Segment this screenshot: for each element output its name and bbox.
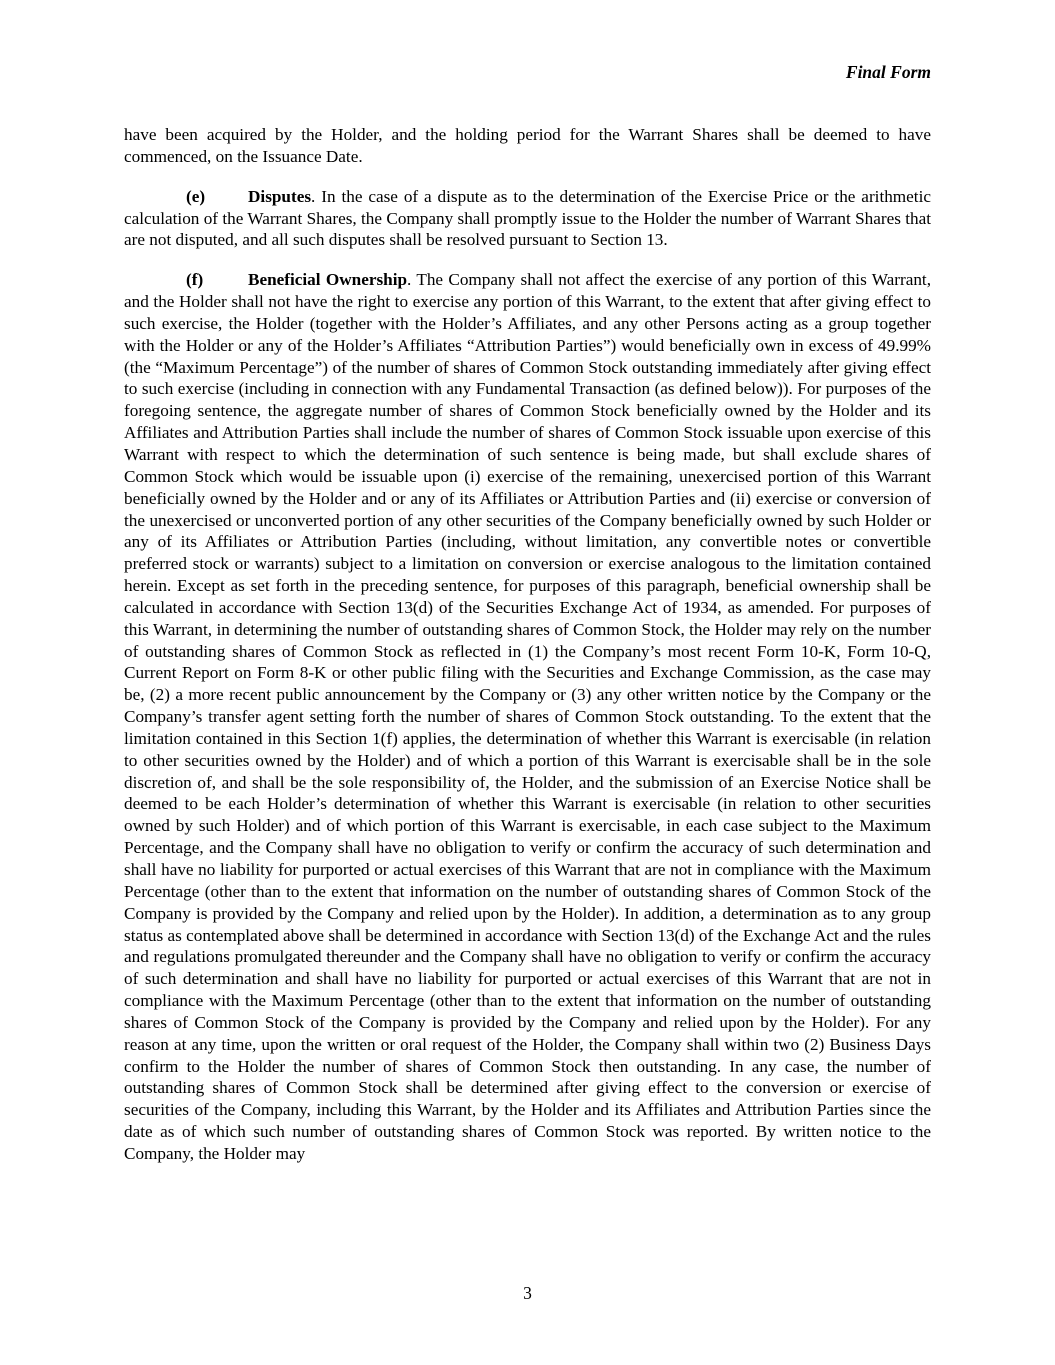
section-e-text: . In the case of a dispute as to the determination of the Exercise Price or the arithmetic calculation of the Warrant Shares, the Company shall promptly issue to the Holder the number of Warrant Shares that are not disputed, and all such disputes shall be resolved pursuant to Section 13. [124,186,931,250]
page-number: 3 [523,1283,532,1303]
final-form-header: Final Form [845,62,931,82]
continuation-paragraph: have been acquired by the Holder, and the holding period for the Warrant Shares shall be deemed to have commenced, on the Issuance Date. [124,125,931,166]
section-e-title: Disputes [248,186,312,206]
section-f-number: (f) [186,270,204,290]
section-f-text: . The Company shall not affect the exercise of any portion of this Warrant, and the Holder shall not have the right to exercise any portion of this Warrant, to the extent that after giving effect to such exercise, the Holder (together with the Holder’s Affiliates, and any other Persons acting as a group together with the Holder or any of the Holder’s Affiliates “Attribution Parties”) would beneficially own in excess of 49.99% (the “Maximum Percentage”) of the number of shares of Common Stock outstanding immediately after giving effect to such exercise (including in connection with any Fundamental Transaction (as defined below)). For purposes of the foregoing sentence, the aggregate number of shares of Common Stock beneficially owned by the Holder and its Affiliates and Attribution Parties shall include the number of shares of Common Stock issuable upon exercise of this Warrant with respect to which the determination of such sentence is being made, but shall exclude shares of Common Stock which would be issuable upon (i) exercise of the remaining, unexercised portion of this Warrant beneficially owned by the Holder and or any of its Affiliates or Attribution Parties and (ii) exercise or conversion of the unexercised or unconverted portion of any other securities of the Company beneficially owned by such Holder or any of its Affiliates or Attribution Parties (including, without limitation, any convertible notes or convertible preferred stock or warrants) subject to a limitation on conversion or exercise analogous to the limitation contained herein. Except as set forth in the preceding sentence, for purposes of this paragraph, beneficial ownership shall be calculated in accordance with Section 13(d) of the Securities Exchange Act of 1934, as amended. For purposes of this Warrant, in determining the number of outstanding shares of Common Stock, the Holder may rely on the number of outstanding shares of Common Stock as reflected in (1) the Company’s most recent Form 10-K, Form 10-Q, Current Report on Form 8-K or other public filing with the Securities and Exchange Commission, as the case may be, (2) a more recent public announcement by the Company or (3) any other written notice by the Company or the Company’s transfer agent setting forth the number of shares of Common Stock outstanding. To the extent that the limitation contained in this Section 1(f) applies, the determination of whether this Warrant is exercisable (in relation to other securities owned by the Holder) and of which a portion of this Warrant is exercisable shall be in the sole discretion of, and shall be the sole responsibility of, the Holder, and the submission of an Exercise Notice shall be deemed to be each Holder’s determination of whether this Warrant is exercisable (in relation to other securities owned by such Holder) and of which portion of this Warrant is exercisable, in each case subject to the Maximum Percentage, and the Company shall have no obligation to verify or confirm the accuracy of such determination and shall have no liability for purported or actual exercises of this Warrant that are not in compliance with the Maximum Percentage (other than to the extent that information on the number of outstanding shares of Common Stock of the Company is provided by the Company and relied upon by the Holder). In addition, a determination as to any group status as contemplated above shall be determined in accordance with Section 13(d) of the Exchange Act and the rules and regulations promulgated thereunder and the Company shall have no obligation to verify or confirm the accuracy of such determination and shall have no liability for purported or actual exercises of this Warrant that are not in compliance with the Maximum Percentage (other than to the extent that information on the number of outstanding shares of Common Stock of the Company is provided by the Company and relied upon by the Holder). For any reason at any time, upon the written or oral request of the Holder, the Company shall within two (2) Business Days confirm to the Holder the number of shares of Common Stock then outstanding. In any case, the number of outstanding shares of Common Stock shall be determined after giving effect to the conversion or exercise of securities of the Company, including this Warrant, by the Holder and its Affiliates and Attribution Parties since the date as of which such number of outstanding shares of Common Stock was reported. By written notice to the Company, the Holder may [124,270,931,1163]
document-page [124,0,931,1365]
document-body [124,124,931,1183]
section-f-title: Beneficial Ownership [248,270,408,290]
section-e-paragraph [124,186,931,252]
section-e-number: (e) [186,186,206,206]
section-f-paragraph [124,269,931,1165]
